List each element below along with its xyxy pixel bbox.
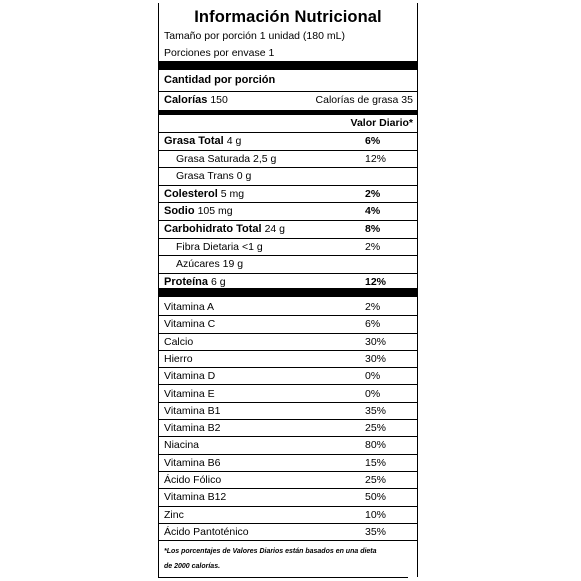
vitamin-name: Calcio bbox=[164, 335, 194, 348]
vitamin-name: Niacina bbox=[164, 439, 200, 452]
vitamin-row bbox=[159, 420, 417, 437]
nutrient-dv: 4% bbox=[365, 205, 381, 218]
vitamin-row bbox=[159, 437, 417, 454]
footnote-line-1: *Los porcentajes de Valores Diarios están basados en una dieta bbox=[164, 548, 377, 555]
nutrient-name: Grasa Saturada 2,5 g bbox=[176, 152, 277, 165]
vitamin-name: Ácido Fólico bbox=[164, 474, 222, 486]
nutrient-name: Proteína bbox=[164, 275, 209, 288]
daily-value-header-row bbox=[159, 115, 417, 133]
vitamin-row bbox=[159, 403, 417, 420]
nutrient-dv: 6% bbox=[365, 135, 381, 147]
calories-value: 150 bbox=[210, 94, 228, 106]
vitamin-dv: 80% bbox=[365, 439, 387, 452]
nutrient-name: Grasa Total bbox=[164, 135, 224, 147]
nutrient-dv: 2% bbox=[365, 187, 381, 200]
vitamin-name: Vitamina C bbox=[164, 318, 216, 331]
nutrient-amount: 24 g bbox=[264, 223, 286, 235]
nutrient-row bbox=[159, 133, 417, 151]
vitamin-dv: 6% bbox=[365, 318, 381, 331]
vitamin-dv: 2% bbox=[365, 301, 381, 313]
vitamin-row bbox=[159, 507, 417, 524]
nutrient-name: Azúcares 19 g bbox=[176, 258, 244, 271]
calories-row bbox=[159, 92, 417, 112]
amount-per-serving-row bbox=[159, 72, 417, 92]
footnote-line-2: de 2000 calorías. bbox=[164, 563, 221, 570]
vitamin-dv: 0% bbox=[365, 370, 381, 383]
vitamin-dv: 35% bbox=[365, 525, 387, 538]
nutrient-dv: 12% bbox=[365, 152, 387, 165]
vitamin-dv: 15% bbox=[365, 456, 387, 469]
vitamin-name: Vitamina B2 bbox=[164, 422, 221, 435]
nutrient-row bbox=[159, 239, 417, 257]
vitamin-dv: 10% bbox=[365, 508, 387, 521]
vitamin-name: Ácido Pantoténico bbox=[164, 525, 249, 538]
daily-value-header: Valor Diario* bbox=[350, 117, 413, 129]
fat-calories: Calorías de grasa 35 bbox=[315, 94, 413, 106]
thick-divider-2 bbox=[159, 288, 417, 297]
vitamin-name: Vitamina D bbox=[164, 370, 216, 383]
vitamin-name: Vitamina E bbox=[164, 387, 215, 400]
nutrient-name: Colesterol bbox=[164, 187, 218, 200]
label-title: Información Nutricional bbox=[194, 8, 382, 26]
nutrient-dv: 2% bbox=[365, 240, 381, 253]
calories-label: Calorías bbox=[164, 94, 208, 106]
nutrient-row bbox=[159, 168, 417, 186]
vitamin-row bbox=[159, 489, 417, 506]
thick-divider bbox=[159, 61, 417, 70]
nutrient-row bbox=[159, 186, 417, 204]
vitamin-name: Vitamina B12 bbox=[164, 491, 227, 504]
nutrient-amount: 5 mg bbox=[220, 187, 245, 200]
vitamin-row bbox=[159, 368, 417, 385]
vitamin-dv: 35% bbox=[365, 404, 387, 417]
vitamin-row bbox=[159, 351, 417, 368]
nutrient-amount: 4 g bbox=[226, 135, 242, 147]
nutrient-name: Fibra Dietaria <1 g bbox=[176, 240, 263, 253]
vitamin-row bbox=[159, 316, 417, 333]
nutrient-row bbox=[159, 203, 417, 221]
amount-per-serving: Cantidad por porción bbox=[164, 74, 276, 86]
nutrient-name: Carbohidrato Total bbox=[164, 223, 262, 235]
nutrient-row bbox=[159, 151, 417, 169]
vitamin-name: Vitamina B1 bbox=[164, 404, 221, 417]
bottom-border bbox=[158, 577, 408, 578]
vitamin-row bbox=[159, 299, 417, 316]
vitamin-name: Zinc bbox=[164, 508, 184, 521]
vitamin-dv: 30% bbox=[365, 335, 387, 348]
vitamin-row bbox=[159, 524, 417, 541]
nutrient-name: Sodio bbox=[164, 205, 195, 218]
nutrient-row bbox=[159, 221, 417, 239]
vitamin-dv: 25% bbox=[365, 474, 387, 486]
vitamin-row bbox=[159, 455, 417, 472]
nutrient-dv: 12% bbox=[365, 275, 387, 288]
vitamin-dv: 25% bbox=[365, 422, 387, 435]
nutrition-facts-label bbox=[158, 3, 418, 577]
vitamin-row bbox=[159, 472, 417, 489]
vitamin-dv: 50% bbox=[365, 491, 387, 504]
vitamin-dv: 30% bbox=[365, 352, 387, 365]
vitamin-dv: 0% bbox=[365, 387, 381, 400]
vitamin-name: Vitamina B6 bbox=[164, 456, 221, 469]
nutrient-amount: 6 g bbox=[211, 275, 226, 288]
serving-size: Tamaño por porción 1 unidad (180 mL) bbox=[164, 30, 345, 42]
nutrient-dv: 8% bbox=[365, 223, 381, 235]
vitamin-row bbox=[159, 386, 417, 403]
nutrient-row bbox=[159, 256, 417, 274]
vitamin-name: Vitamina A bbox=[164, 301, 215, 313]
vitamin-row bbox=[159, 334, 417, 351]
nutrient-name: Grasa Trans 0 g bbox=[176, 170, 252, 183]
nutrient-amount: 105 mg bbox=[197, 205, 233, 218]
servings-per-container: Porciones por envase 1 bbox=[164, 47, 275, 59]
vitamin-name: Hierro bbox=[164, 352, 193, 365]
